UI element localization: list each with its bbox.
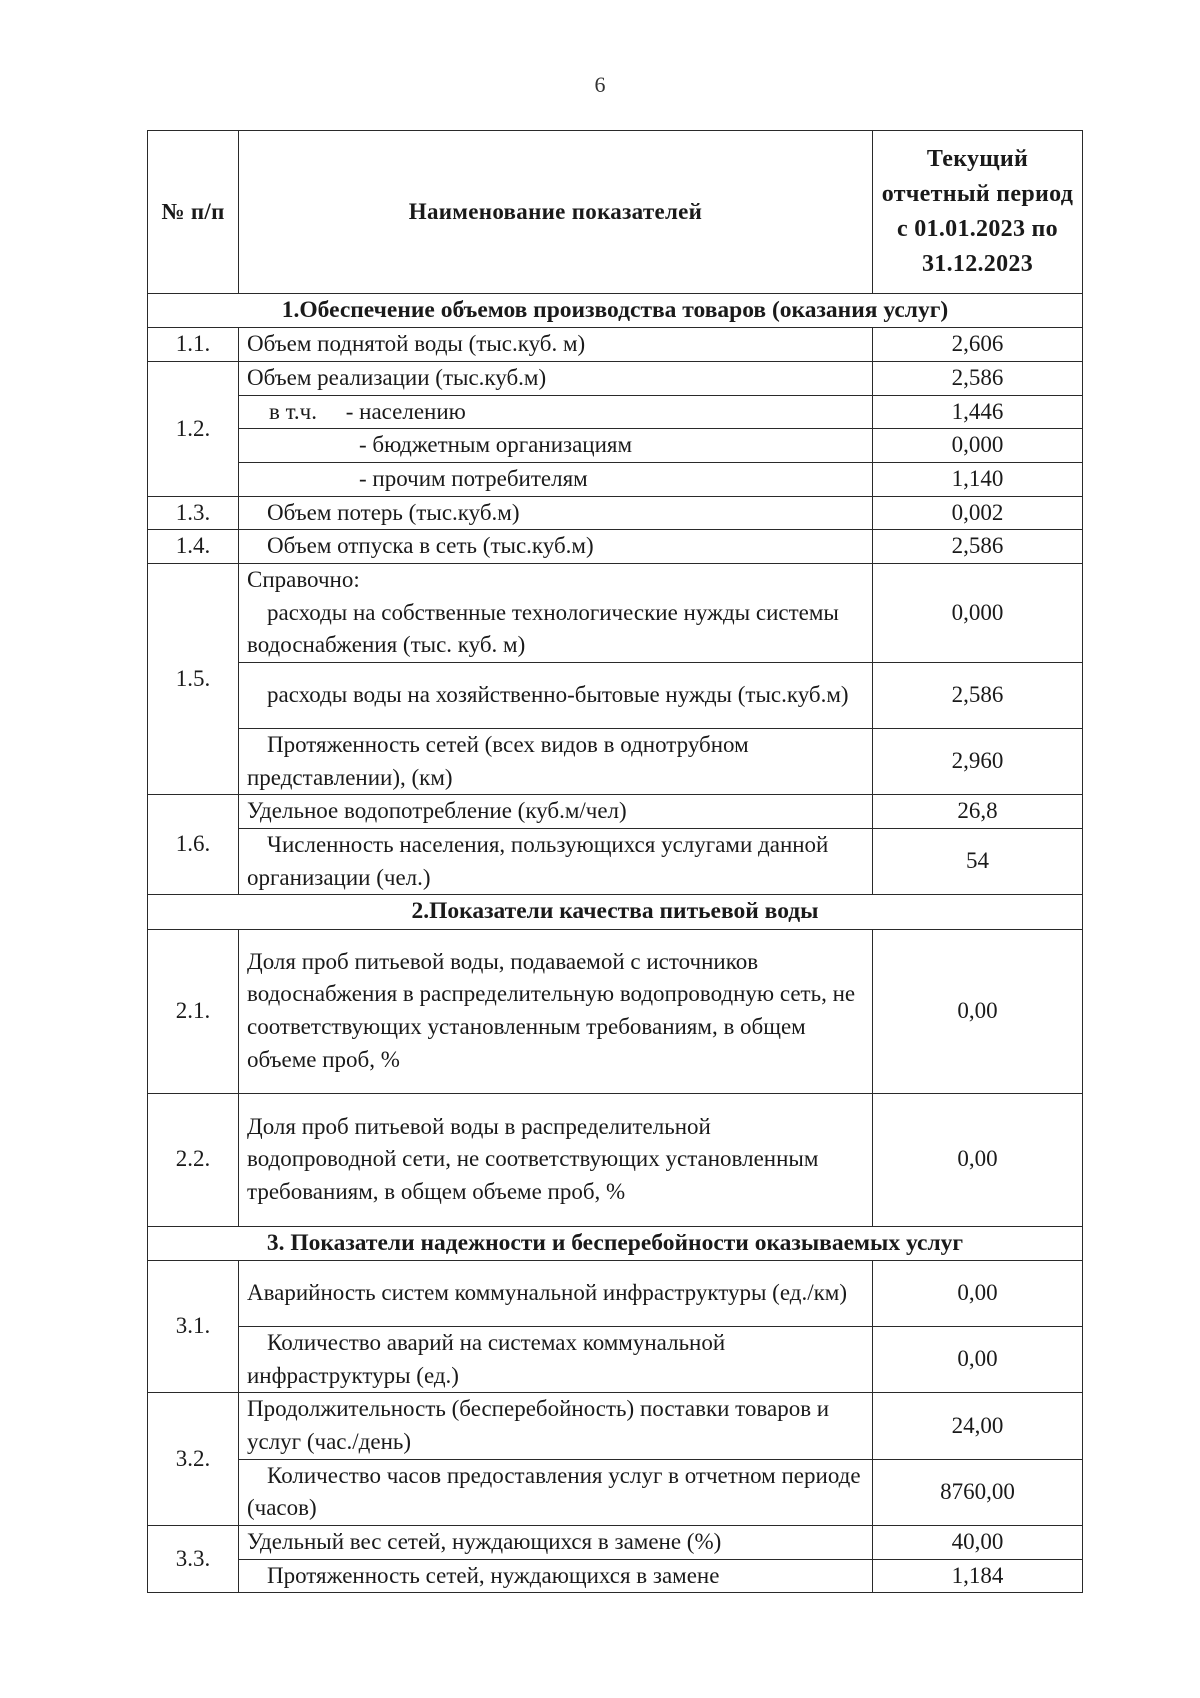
row-name: Доля проб питьевой воды в распределительной водопроводной сети, не соответствующих установленным требованиям, в общем объеме проб, % <box>239 1093 873 1226</box>
row-name: - бюджетным организациям <box>239 429 873 463</box>
row-value: 0,00 <box>873 1260 1083 1326</box>
row-num: 3.2. <box>148 1393 239 1526</box>
row-value: 2,960 <box>873 728 1083 794</box>
table-row <box>148 795 1083 829</box>
row-name: Численность населения, пользующихся услугами данной организации (чел.) <box>239 828 873 894</box>
indicators-table <box>147 130 1083 1593</box>
row-num: 1.6. <box>148 795 239 895</box>
row-name: расходы воды на хозяйственно-бытовые нужды (тыс.куб.м) <box>239 662 873 728</box>
row-name: Объем реализации (тыс.куб.м) <box>239 362 873 396</box>
table-row <box>148 1525 1083 1559</box>
table-row <box>148 929 1083 1093</box>
row-name: - прочим потребителям <box>239 462 873 496</box>
section-1-title-row <box>148 294 1083 328</box>
row-name: в т.ч. - населению <box>239 395 873 429</box>
row-name-text: расходы на собственные технологические нужды системы водоснабжения (тыс. куб. м) <box>247 599 839 658</box>
header-num: № п/п <box>148 131 239 294</box>
row-value: 0,000 <box>873 429 1083 463</box>
table-row <box>148 828 1083 894</box>
row-name: Количество часов предоставления услуг в отчетном периоде (часов) <box>239 1459 873 1525</box>
row-value: 0,002 <box>873 496 1083 530</box>
table-row <box>148 496 1083 530</box>
row-value: 54 <box>873 828 1083 894</box>
section-3-title: 3. Показатели надежности и бесперебойности оказываемых услуг <box>148 1226 1083 1260</box>
row-name: Объем поднятой воды (тыс.куб. м) <box>239 328 873 362</box>
row-name: Аварийность систем коммунальной инфраструктуры (ед./км) <box>239 1260 873 1326</box>
row-value: 2,586 <box>873 530 1083 564</box>
table-row <box>148 462 1083 496</box>
row-value: 24,00 <box>873 1393 1083 1459</box>
header-name: Наименование показателей <box>239 131 873 294</box>
row-value: 1,184 <box>873 1559 1083 1593</box>
row-num: 3.3. <box>148 1525 239 1592</box>
header-value: Текущий отчетный период с 01.01.2023 по 31.12.2023 <box>873 131 1083 294</box>
row-name: Протяженность сетей (всех видов в однотрубном представлении), (км) <box>239 728 873 794</box>
table-row <box>148 362 1083 396</box>
row-num: 2.1. <box>148 929 239 1093</box>
row-name: Удельное водопотребление (куб.м/чел) <box>239 795 873 829</box>
row-num: 2.2. <box>148 1093 239 1226</box>
table-row <box>148 1326 1083 1392</box>
row-name: Объем потерь (тыс.куб.м) <box>239 496 873 530</box>
section-2-title: 2.Показатели качества питьевой воды <box>148 895 1083 929</box>
row-value: 40,00 <box>873 1525 1083 1559</box>
table-row <box>148 530 1083 564</box>
row-name: Доля проб питьевой воды, подаваемой с источников водоснабжения в распределительную водопроводную сеть, не соответствующих установленным требованиям, в общем объеме проб, % <box>239 929 873 1093</box>
row-value: 0,00 <box>873 929 1083 1093</box>
row-num: 1.5. <box>148 563 239 794</box>
reference-label: Справочно: <box>247 566 360 592</box>
table-row <box>148 563 1083 662</box>
table-header-row <box>148 131 1083 294</box>
row-num: 1.4. <box>148 530 239 564</box>
row-value: 8760,00 <box>873 1459 1083 1525</box>
row-name: Протяженность сетей, нуждающихся в замене <box>239 1559 873 1593</box>
table-row <box>148 728 1083 794</box>
table-row <box>148 1559 1083 1593</box>
row-value: 1,140 <box>873 462 1083 496</box>
row-value: 2,606 <box>873 328 1083 362</box>
row-num: 1.2. <box>148 362 239 497</box>
row-value: 26,8 <box>873 795 1083 829</box>
table-row <box>148 1260 1083 1326</box>
row-value: 1,446 <box>873 395 1083 429</box>
row-value: 0,000 <box>873 563 1083 662</box>
row-num: 3.1. <box>148 1260 239 1392</box>
row-name <box>239 563 873 662</box>
section-2-title-row <box>148 895 1083 929</box>
table-row <box>148 429 1083 463</box>
row-name: Количество аварий на системах коммунальной инфраструктуры (ед.) <box>239 1326 873 1392</box>
table-row <box>148 395 1083 429</box>
table-row <box>148 1393 1083 1459</box>
section-3-title-row <box>148 1226 1083 1260</box>
table-row <box>148 328 1083 362</box>
row-num: 1.1. <box>148 328 239 362</box>
row-name: Продолжительность (бесперебойность) поставки товаров и услуг (час./день) <box>239 1393 873 1459</box>
table-row <box>148 662 1083 728</box>
row-value: 0,00 <box>873 1093 1083 1226</box>
table-row <box>148 1093 1083 1226</box>
row-name: Удельный вес сетей, нуждающихся в замене (%) <box>239 1525 873 1559</box>
row-value: 0,00 <box>873 1326 1083 1392</box>
section-1-title: 1.Обеспечение объемов производства товаров (оказания услуг) <box>148 294 1083 328</box>
row-value: 2,586 <box>873 662 1083 728</box>
page-number: 6 <box>594 72 606 97</box>
row-name: Объем отпуска в сеть (тыс.куб.м) <box>239 530 873 564</box>
row-num: 1.3. <box>148 496 239 530</box>
row-value: 2,586 <box>873 362 1083 396</box>
table-row <box>148 1459 1083 1525</box>
